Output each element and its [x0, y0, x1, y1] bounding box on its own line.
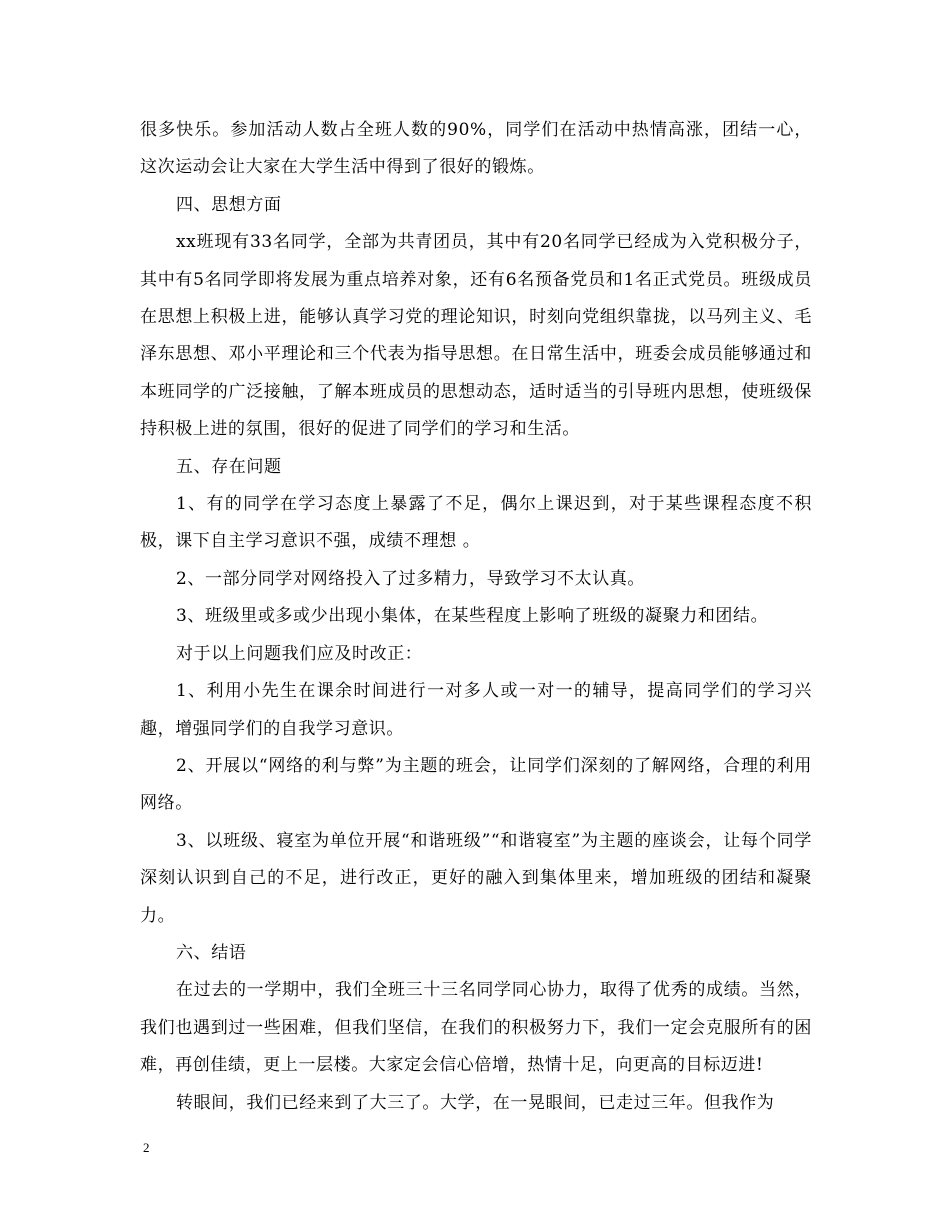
paragraph: xx班现有33名同学，全部为共青团员，其中有20名同学已经成为入党积极分子，其中有5名同学即将发展为重点培养对象，还有6名预备党员和1名正式党员。班级成员在思想上积极上进，能够认真学习党的理论知识，时刻向党组织靠拢，以马列主义、毛泽东思想、邓小平理论和三个代表为指导思想。在日常生活中，班委会成员能够通过和本班同学的广泛接触，了解本班成员的思想动态，适时适当的引导班内思想，使班级保持积极上进的氛围，很好的促进了同学们的学习和生活。 — [140, 232, 812, 440]
list-item: 3、班级里或多或少出现小集体，在某些程度上影响了班级的凝聚力和团结。 — [176, 606, 769, 627]
document-body — [140, 112, 812, 1122]
section-heading: 五、存在问题 — [176, 456, 282, 477]
section-heading: 四、思想方面 — [176, 194, 282, 215]
list-item: 1、有的同学在学习态度上暴露了不足，偶尔上课迟到，对于某些课程态度不积极，课下自主学习意识不强，成绩不理想 。 — [140, 494, 812, 552]
paragraph: 在过去的一学期中，我们全班三十三名同学同心协力，取得了优秀的成绩。当然，我们也遇到过一些困难，但我们坚信，在我们的积极努力下，我们一定会克服所有的困难，再创佳绩，更上一层楼。大家定会信心倍增，热情十足，向更高的目标迈进! — [140, 980, 812, 1076]
paragraph: 转眼间，我们已经来到了大三了。大学，在一晃眼间，已走过三年。但我作为 — [176, 1092, 775, 1113]
page-number: 2 — [143, 1140, 150, 1155]
list-item: 1、利用小先生在课余时间进行一对多人或一对一的辅导，提高同学们的学习兴趣，增强同学们的自我学习意识。 — [140, 681, 812, 739]
list-item: 2、一部分同学对网络投入了过多精力，导致学习不太认真。 — [176, 568, 646, 589]
paragraph: 对于以上问题我们应及时改正： — [176, 643, 423, 664]
section-heading: 六、结语 — [176, 942, 247, 963]
list-item: 2、开展以“网络的利与弊”为主题的班会，让同学们深刻的了解网络，合理的利用网络。 — [140, 755, 812, 814]
paragraph: 很多快乐。参加活动人数占全班人数的90%，同学们在活动中热情高涨，团结一心，这次运动会让大家在大学生活中得到了很好的锻炼。 — [140, 120, 812, 178]
list-item: 3、以班级、寝室为单位开展“和谐班级”“和谐寝室”为主题的座谈会，让每个同学深刻认识到自己的不足，进行改正，更好的融入到集体里来，增加班级的团结和凝聚力。 — [140, 830, 812, 926]
